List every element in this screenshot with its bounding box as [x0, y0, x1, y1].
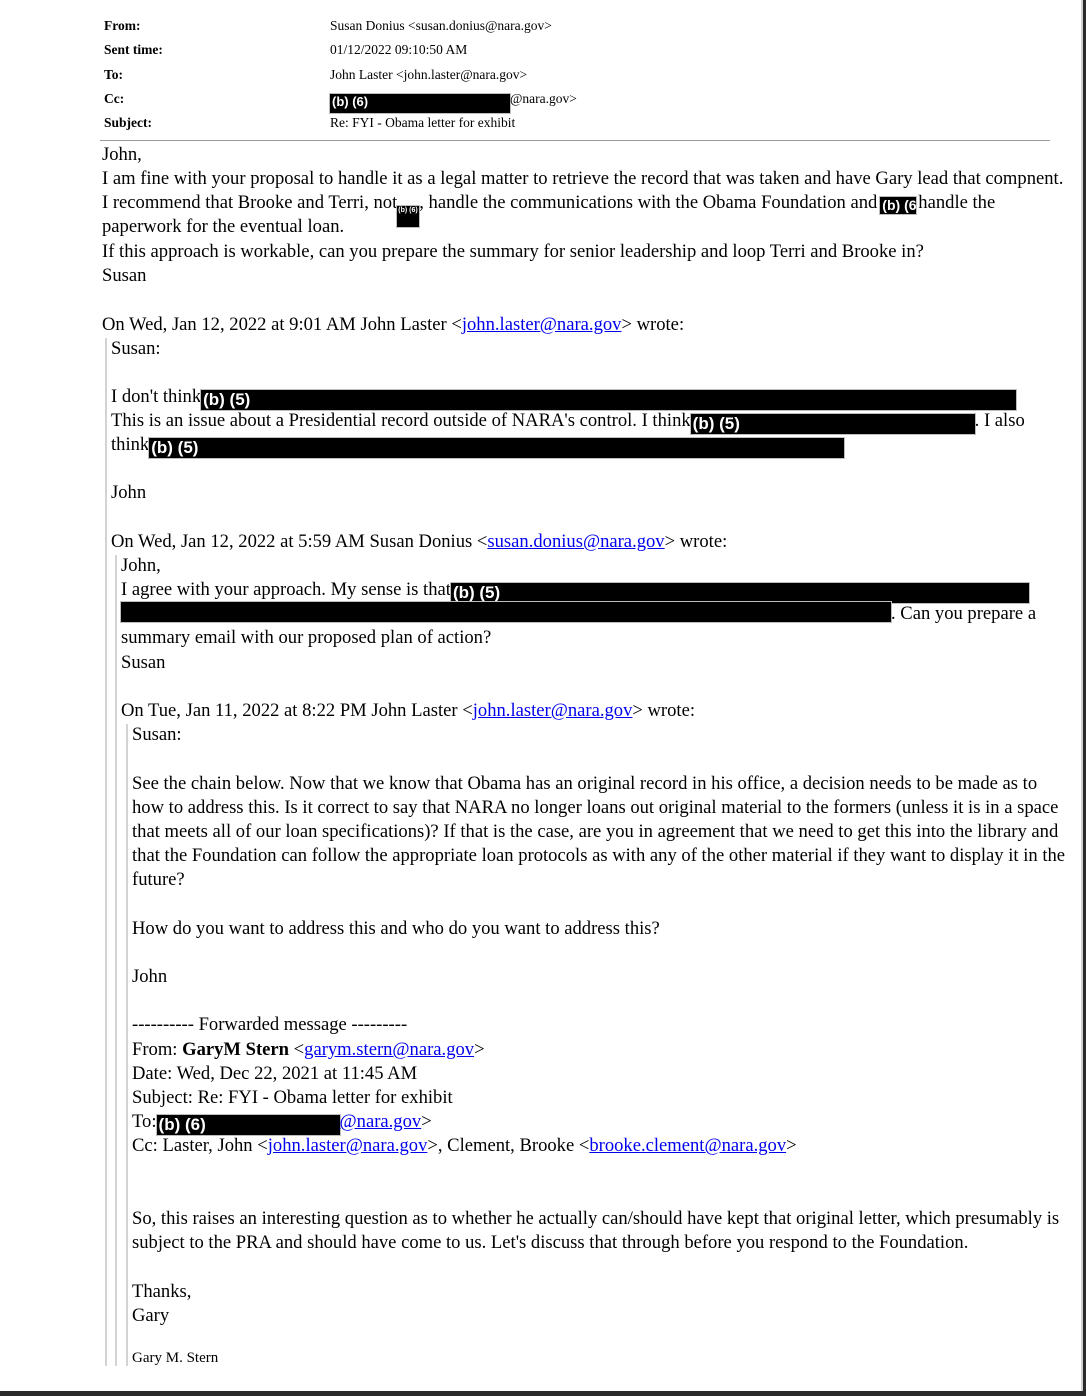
header-sent-label: Sent time: [104, 42, 163, 58]
quote1-attribution-prefix: On Wed, Jan 12, 2022 at 9:01 AM John Laster < [102, 314, 462, 335]
header-divider [100, 140, 1050, 141]
quote2-line1-text: I agree with your approach. My sense is that [121, 579, 451, 600]
quote3-para1-line3: that meets all of our loan specifications)? If that is the case, are you in agreement that we need to get this into the library and [132, 821, 1059, 842]
header-from-row [104, 16, 1050, 40]
quote1-line3 [111, 433, 844, 458]
quote1-line1 [111, 385, 1016, 410]
forwarded-cc-prefix: Cc: Laster, John < [132, 1135, 268, 1156]
quote3-attribution-suffix: > wrote: [632, 700, 696, 721]
quote2-attribution-suffix: > wrote: [664, 531, 728, 552]
header-subject-label: Subject: [104, 115, 152, 131]
quote2-attribution [111, 530, 727, 554]
forwarded-from-prefix: From: [132, 1039, 183, 1060]
forwarded-to [132, 1110, 432, 1135]
header-subject-row [104, 113, 1050, 137]
redaction-box: (b) (5) [451, 583, 1029, 603]
forwarded-from [132, 1038, 485, 1062]
quote1-email-link[interactable]: john.laster@nara.gov [461, 314, 622, 335]
forwarded-from-name: GaryM Stern [182, 1039, 289, 1060]
forwarded-cc-mid: >, Clement, Brooke < [427, 1135, 590, 1156]
quote2-line1 [121, 578, 1029, 603]
quote2-email-link[interactable]: susan.donius@nara.gov [487, 531, 665, 552]
quote2-line2 [121, 602, 1036, 626]
quote2-signoff: Susan [121, 652, 166, 673]
forwarded-thanks: Thanks, [132, 1281, 192, 1302]
header-from-value: Susan Donius <susan.donius@nara.gov> [330, 18, 552, 33]
forwarded-from-email-link[interactable]: garym.stern@nara.gov [304, 1039, 475, 1060]
redaction-box: (b) (6) [397, 206, 419, 227]
quote3-para2: How do you want to address this and who do you want to address this? [132, 918, 660, 939]
header-from-label: From: [104, 18, 141, 33]
quote3-signoff: John [132, 966, 168, 987]
msg1-line2-text-c: handle the [918, 192, 996, 213]
quote1-line2-text-b: . I also [974, 410, 1025, 431]
msg1-line4: If this approach is workable, can you prepare the summary for senior leadership and loop Terri and Brooke in? [102, 241, 924, 262]
quote1-attribution-suffix: > wrote: [621, 314, 685, 335]
msg1-greeting: John, [102, 144, 142, 165]
msg1-line2-text-b: , handle the communications with the Obama Foundation and [419, 192, 878, 213]
quote3-para1-line1: See the chain below. Now that we know that Obama has an original record in his office, a decision needs to be made as to [132, 773, 1038, 794]
quote2-attribution-prefix: On Wed, Jan 12, 2022 at 5:59 AM Susan Donius < [111, 531, 488, 552]
quote1-attribution [102, 313, 684, 337]
redaction-box: (b) (6) [882, 197, 922, 213]
quote1-line1-text: I don't think [111, 386, 202, 407]
msg1-line3: paperwork for the eventual loan. [102, 216, 345, 237]
forwarded-to-close: > [421, 1111, 432, 1132]
email-header [104, 16, 1050, 137]
quote3-attribution-prefix: On Tue, Jan 11, 2022 at 8:22 PM John Laster < [121, 700, 473, 721]
forwarded-to-prefix: To: [132, 1111, 157, 1132]
redaction-box: (b) (5) [149, 438, 844, 458]
header-subject-value: Re: FYI - Obama letter for exhibit [330, 115, 516, 131]
forwarded-subject: Subject: Re: FYI - Obama letter for exhibit [132, 1087, 453, 1108]
quote3-greeting: Susan: [132, 724, 182, 745]
header-cc-value [330, 89, 577, 113]
quote1-line2 [111, 409, 1025, 434]
forwarded-body-line2: subject to the PRA and should have come to us. Let's discuss that through before you respond to the Foundation. [132, 1232, 969, 1253]
header-sent-value: 01/12/2022 09:10:50 AM [330, 42, 468, 58]
forwarded-cc-close: > [786, 1135, 797, 1156]
quote2-greeting: John, [121, 555, 161, 576]
msg1-line1: I am fine with your proposal to handle it as a legal matter to retrieve the record that was taken and have Gary lead that compnent. [102, 168, 1064, 189]
quote1-signoff: John [111, 482, 147, 503]
header-cc-row [104, 89, 1050, 113]
quote1-greeting: Susan: [111, 338, 161, 359]
msg1-signoff: Susan [102, 265, 147, 286]
forwarded-from-close: > [474, 1039, 485, 1060]
quote-bar-level-2 [115, 555, 117, 1366]
header-cc-suffix: @nara.gov> [510, 90, 577, 106]
redaction-box: (b) (5) [201, 390, 1016, 410]
quote2-line3: summary email with our proposed plan of action? [121, 627, 492, 648]
quote3-para1-line4: that the Foundation can follow the appropriate loan protocols as with any of the other material if they want to display it in the [132, 845, 1066, 866]
redaction-box: (b) (5) [691, 414, 975, 434]
msg1-line2-text-a: I recommend that Brooke and Terri, not [102, 192, 398, 213]
forwarded-to-email-link[interactable]: @nara.gov [339, 1111, 422, 1132]
header-sent-row [104, 40, 1050, 64]
quote-bar-level-1 [105, 338, 107, 1366]
redaction-box: (b) (6) [157, 1115, 340, 1135]
redaction-box: (b) (6) [330, 94, 510, 113]
forwarded-from-open: < [289, 1039, 305, 1060]
forwarded-body-line1: So, this raises an interesting question as to whether he actually can/should have kept that original letter, which presumably is [132, 1208, 1060, 1229]
forwarded-signature: Gary M. Stern [132, 1350, 219, 1366]
redaction-box [121, 602, 891, 622]
quote3-para1-line2: how to address this. Is it correct to say that NARA no longer loans out original material to the formers (unless it is in a space [132, 797, 1059, 818]
forwarded-name: Gary [132, 1305, 170, 1326]
forwarded-cc-email-link-2[interactable]: brooke.clement@nara.gov [589, 1135, 787, 1156]
forwarded-date: Date: Wed, Dec 22, 2021 at 11:45 AM [132, 1063, 418, 1084]
forwarded-separator: ---------- Forwarded message --------- [132, 1014, 408, 1035]
forwarded-cc-email-link-1[interactable]: john.laster@nara.gov [267, 1135, 428, 1156]
quote-bar-level-3 [126, 724, 128, 1366]
page-edge-bottom [0, 1391, 1086, 1396]
header-to-row [104, 65, 1050, 89]
quote3-email-link[interactable]: john.laster@nara.gov [472, 700, 633, 721]
header-cc-label: Cc: [104, 90, 125, 106]
header-to-value: John Laster <john.laster@nara.gov> [330, 66, 528, 82]
quote1-line2-text: This is an issue about a Presidential record outside of NARA's control. I think [111, 410, 691, 431]
forwarded-cc [132, 1134, 797, 1158]
quote2-line2-text: . Can you prepare a [891, 603, 1037, 624]
quote1-line3-text: think [111, 434, 150, 455]
header-to-label: To: [104, 66, 124, 82]
quote3-para1-line5: future? [132, 869, 185, 890]
quote3-attribution [121, 699, 695, 723]
